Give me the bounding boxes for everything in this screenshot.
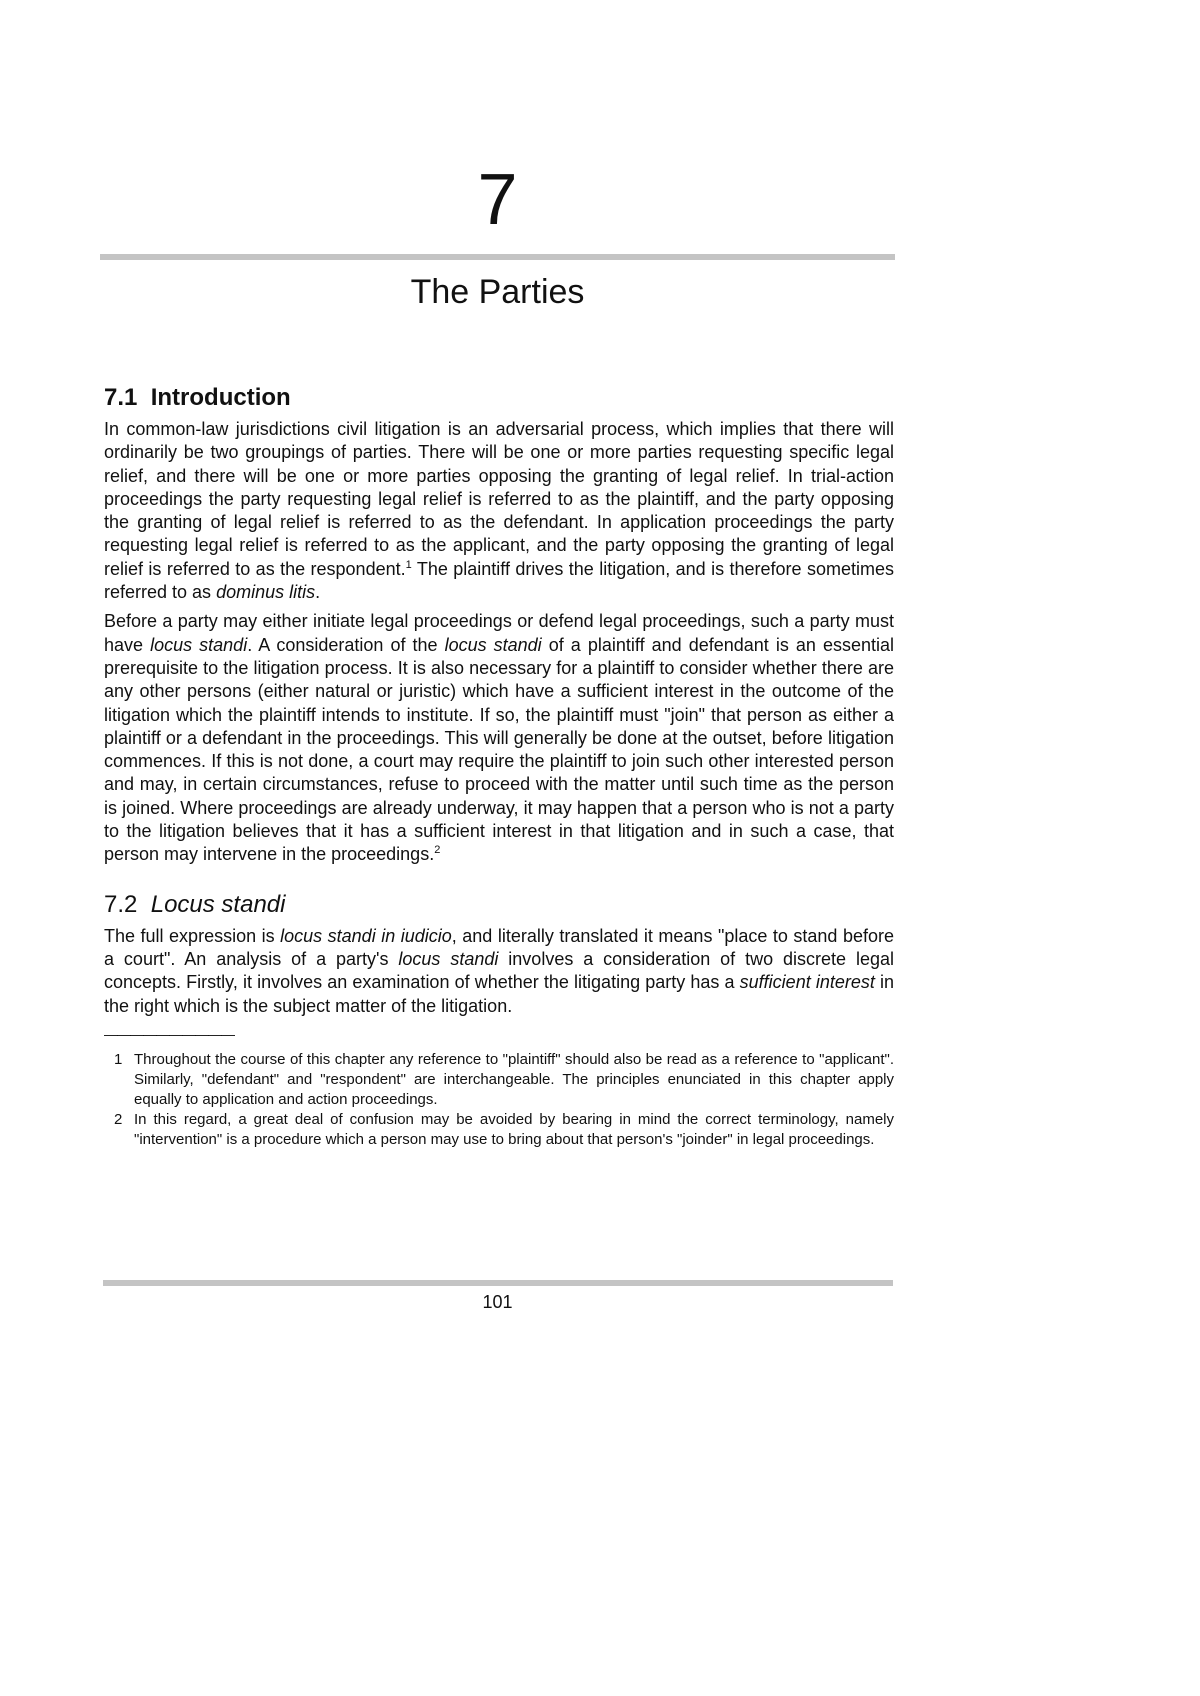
introduction-paragraph-1: [104, 418, 894, 604]
paragraph-text: , and literally translated it means "place to stand before a court". An analysis of a party's: [104, 925, 894, 969]
footnote-number: 2: [114, 1110, 123, 1128]
section-title: Locus standi: [150, 890, 286, 918]
italic-term: locus standi in iudicio: [280, 925, 452, 946]
section-number: 7.1: [104, 384, 138, 411]
paragraph-text: involves a consideration of two discrete legal concepts. Firstly, it involves an examination of whether the litigating party has a: [104, 948, 894, 993]
paragraph-text: .: [315, 582, 321, 603]
footnote-text: Throughout the course of this chapter any reference to "plaintiff" should also be read as a reference to "applicant". Similarly, "defendant" and "respondent" are interchangeable. The principles enunciated in this chapter apply equally to application and action proceedings.: [134, 1050, 894, 1108]
paragraph-text: In common-law jurisdictions civil litigation is an adversarial process, which implies that there will ordinarily be two groupings of parties. There will be one or more parties requesting specific legal relief, and there will be one or more parties opposing the granting of legal relief. In trial-action proceedings the party requesting legal relief is referred to as the plaintiff, and the party opposing the granting of legal relief is referred to as the defendant. In application proceedings the party requesting legal relief is referred to as the applicant, and the party opposing the granting of legal relief is referred to as the respondent.: [104, 419, 894, 579]
footnote-1: [104, 1050, 894, 1110]
italic-term: sufficient interest: [739, 972, 875, 993]
chapter-title: The Parties: [410, 273, 585, 311]
italic-term: locus standi: [398, 948, 499, 969]
paragraph-text: Before a party may either initiate legal proceedings or defend legal proceedings, such a party must have: [104, 611, 894, 655]
section-heading-introduction: [104, 382, 894, 414]
footer-divider-rule: [103, 1280, 893, 1286]
page-content: [104, 382, 894, 1150]
chapter-divider-rule: [100, 254, 895, 260]
paragraph-text: The full expression is: [104, 925, 281, 946]
footnote-number: 1: [114, 1050, 123, 1068]
chapter-number: 7: [477, 160, 518, 240]
paragraph-text: of a plaintiff and defendant is an essential prerequisite to the litigation process. It is also necessary for a plaintiff to consider whether there are any other persons (either natural or juristic) which have a sufficient interest in the outcome of the litigation which the plaintiff intends to institute. If so, the plaintiff must "join" that person as either a plaintiff or a defendant in the proceedings. This will generally be done at the outset, before litigation commences. If this is not done, a court may require the plaintiff to join such other interested person and may, in certain circumstances, refuse to proceed with the matter until such time as the person is joined. Where proceedings are already underway, it may happen that a person who is not a party to the litigation believes that it has a sufficient interest in that litigation and in such a case, that person may intervene in the proceedings.: [104, 634, 894, 865]
footnote-2: [104, 1110, 894, 1150]
paragraph-text: in the right which is the subject matter of the litigation.: [104, 972, 895, 1016]
locus-standi-paragraph-1: [104, 925, 894, 1018]
italic-term: locus standi: [444, 634, 542, 655]
paragraph-text: . A consideration of the: [247, 634, 445, 655]
section-number: 7.2: [104, 890, 138, 918]
section-heading-locus-standi: [104, 889, 894, 921]
footnote-reference: 2: [434, 844, 441, 857]
italic-term: dominus litis: [216, 582, 316, 603]
footnote-reference: 1: [405, 558, 412, 571]
paragraph-text: The plaintiff drives the litigation, and is therefore sometimes referred to as: [104, 558, 894, 603]
section-title: Introduction: [150, 384, 291, 411]
italic-term: locus standi: [150, 634, 248, 655]
footnote-text: In this regard, a great deal of confusion may be avoided by bearing in mind the correct terminology, namely "intervention" is a procedure which a person may use to bring about that person's "joinder" in legal proceedings.: [134, 1110, 894, 1148]
page-number: 101: [482, 1292, 513, 1312]
introduction-paragraph-2: [104, 610, 894, 866]
footnote-separator: ——————————: [104, 1025, 234, 1042]
